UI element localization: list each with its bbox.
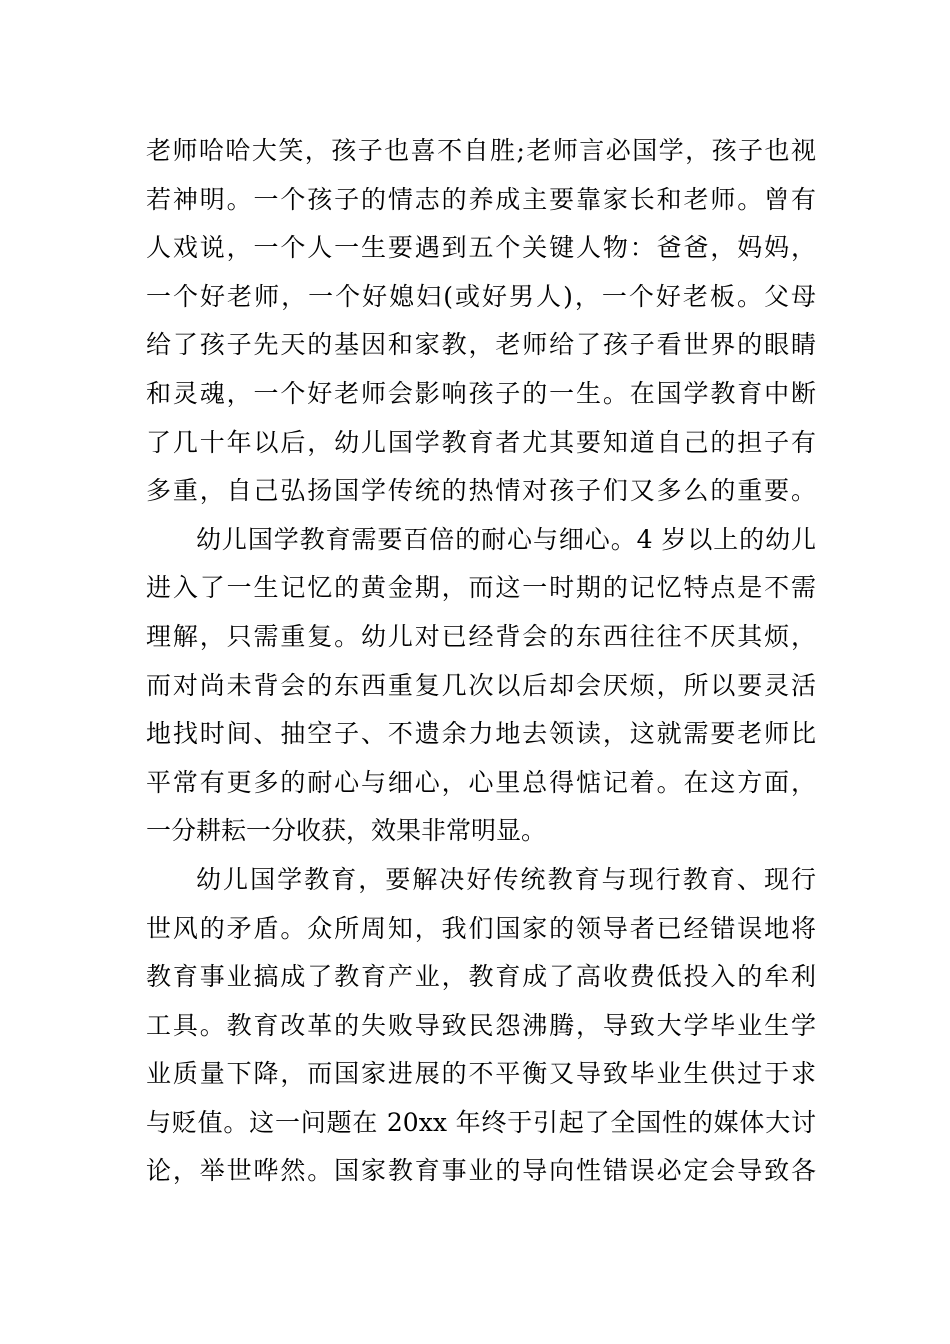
text-line: 若神明。一个孩子的情志的养成主要靠家长和老师。曾有 bbox=[146, 184, 816, 214]
text-line: 了几十年以后，幼儿国学教育者尤其要知道自己的担子有 bbox=[146, 427, 816, 457]
text-line: 与贬值。这一问题在 20xx 年终于引起了全国性的媒体大讨 bbox=[146, 1107, 816, 1137]
text-line: 世风的矛盾。众所周知，我们国家的领导者已经错误地将 bbox=[146, 913, 816, 943]
text-line: 和灵魂，一个好老师会影响孩子的一生。在国学教育中断 bbox=[146, 378, 816, 408]
text-line: 人戏说，一个人一生要遇到五个关键人物：爸爸，妈妈， bbox=[146, 233, 816, 263]
text-line: 多重，自己弘扬国学传统的热情对孩子们又多么的重要。 bbox=[146, 476, 816, 506]
text-line: 老师哈哈大笑，孩子也喜不自胜;老师言必国学，孩子也视 bbox=[146, 136, 816, 165]
text-line: 平常有更多的耐心与细心，心里总得惦记着。在这方面， bbox=[146, 767, 816, 797]
text-line: 理解，只需重复。幼儿对已经背会的东西往往不厌其烦， bbox=[146, 621, 816, 651]
text-line: 论，举世哗然。国家教育事业的导向性错误必定会导致各 bbox=[146, 1156, 816, 1186]
text-line: 工具。教育改革的失败导致民怨沸腾，导致大学毕业生学 bbox=[146, 1010, 816, 1040]
text-line: 教育事业搞成了教育产业，教育成了高收费低投入的牟利 bbox=[146, 962, 816, 992]
text-line: 给了孩子先天的基因和家教，老师给了孩子看世界的眼睛 bbox=[146, 330, 816, 360]
text-line: 业质量下降，而国家进展的不平衡又导致毕业生供过于求 bbox=[146, 1059, 816, 1089]
text-line: 进入了一生记忆的黄金期，而这一时期的记忆特点是不需 bbox=[146, 573, 816, 603]
text-line: 一个好老师，一个好媳妇(或好男人)，一个好老板。父母 bbox=[146, 281, 816, 311]
paragraph-first-line: 幼儿国学教育需要百倍的耐心与细心。4 岁以上的幼儿 bbox=[196, 524, 816, 554]
paragraph-first-line: 幼儿国学教育，要解决好传统教育与现行教育、现行 bbox=[196, 864, 816, 894]
text-line: 一分耕耘一分收获，效果非常明显。 bbox=[146, 816, 547, 846]
text-line: 而对尚未背会的东西重复几次以后却会厌烦，所以要灵活 bbox=[146, 670, 816, 700]
document-body bbox=[146, 127, 816, 1196]
text-line: 地找时间、抽空子、不遗余力地去领读，这就需要老师比 bbox=[146, 719, 816, 749]
